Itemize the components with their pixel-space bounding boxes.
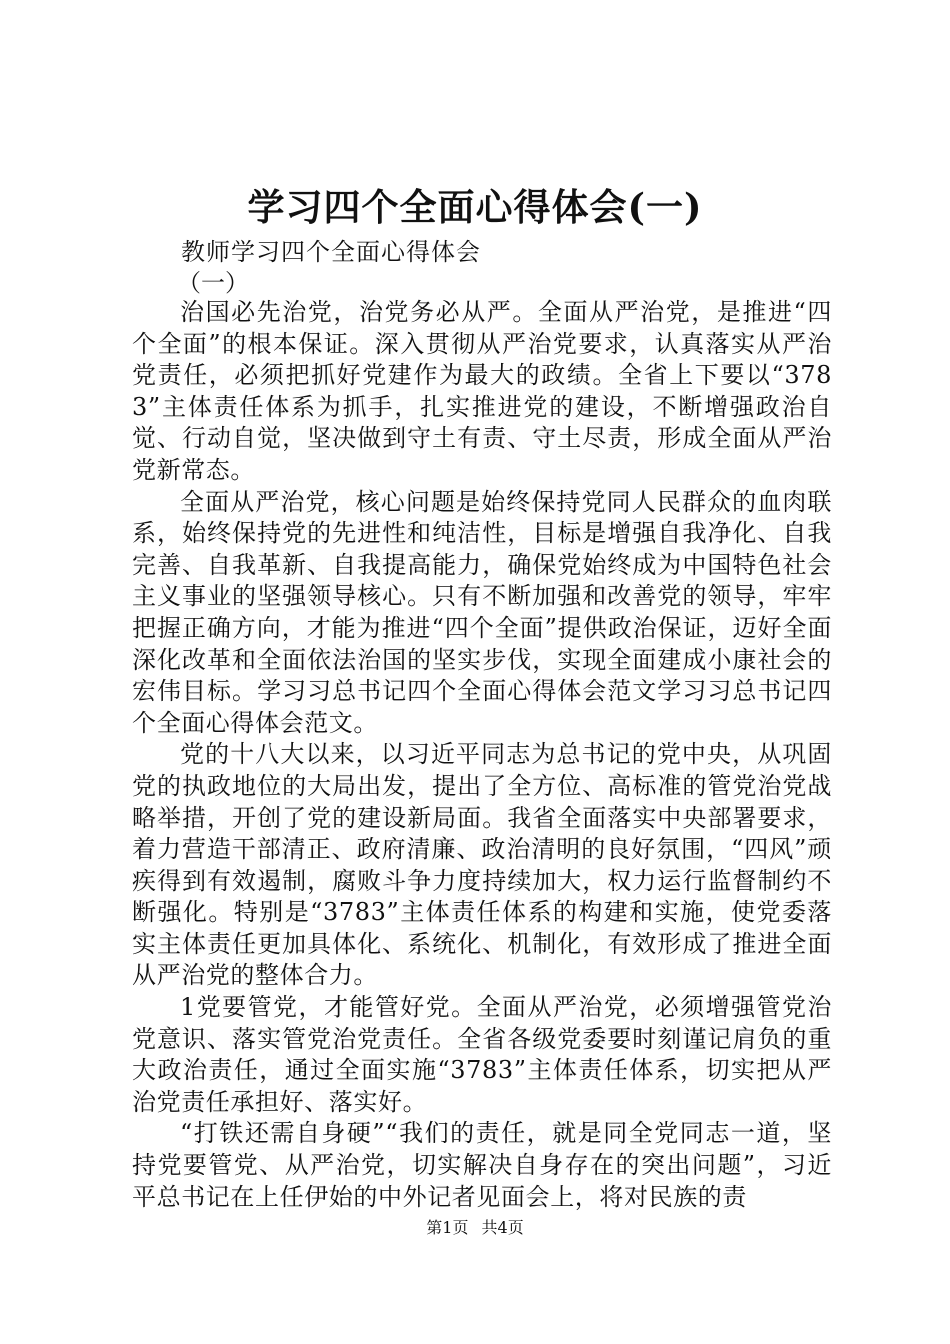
paragraph: 党的十八大以来，以习近平同志为总书记的党中央，从巩固党的执政地位的大局出发，提出了全方位、高标准的管党治党战略举措，开创了党的建设新局面。我省全面落实中央部署要求，着力营造干部清正、政府清廉、政治清明的良好氛围，“四风”顽疾得到有效遏制，腐败斗争力度持续加大，权力运行监督制约不断强化。特别是“3783”主体责任体系的构建和实施，使党委落实主体责任更加具体化、系统化、机制化，有效形成了推进全面从严治党的整体合力。	[132, 740, 832, 990]
page-number: 第1页	[426, 1218, 469, 1237]
paragraph: “打铁还需自身硬”“我们的责任，就是同全党同志一道，坚持党要管党、从严治党，切实解决自身存在的突出问题”，习近平总书记在上任伊始的中外记者见面会上，将对民族的责	[132, 1119, 832, 1211]
page-footer	[0, 1217, 950, 1239]
paragraph: 全面从严治党，核心问题是始终保持党同人民群众的血肉联系，始终保持党的先进性和纯洁性，目标是增强自我净化、自我完善、自我革新、自我提高能力，确保党始终成为中国特色社会主义事业的坚强领导核心。只有不断加强和改善党的领导，牢牢把握正确方向，才能为推进“四个全面”提供政治保证，迈好全面深化改革和全面依法治国的坚实步伐，实现全面建成小康社会的宏伟目标。学习习总书记四个全面心得体会范文学习习总书记四个全面心得体会范文。	[132, 487, 832, 737]
document-title: 学习四个全面心得体会(一)	[247, 185, 703, 229]
paragraph: 治国必先治党，治党务必从严。全面从严治党，是推进“四个全面”的根本保证。深入贯彻从严治党要求，认真落实从严治党责任，必须把抓好党建作为最大的政绩。全省上下要以“3783”主体责任体系为抓手，扎实推进党的建设，不断增强政治自觉、行动自觉，坚决做到守土有责、守土尽责，形成全面从严治党新常态。	[132, 298, 832, 484]
section-number: （一）	[177, 269, 249, 297]
document-body	[132, 297, 832, 1213]
paragraph: 1党要管党，才能管好党。全面从严治党，必须增强管党治党意识、落实管党治党责任。全省各级党委要时刻谨记肩负的重大政治责任，通过全面实施“3783”主体责任体系，切实把从严治党责任承担好、落实好。	[132, 993, 832, 1116]
page-total: 共4页	[481, 1218, 524, 1237]
document-subtitle: 教师学习四个全面心得体会	[181, 238, 481, 266]
